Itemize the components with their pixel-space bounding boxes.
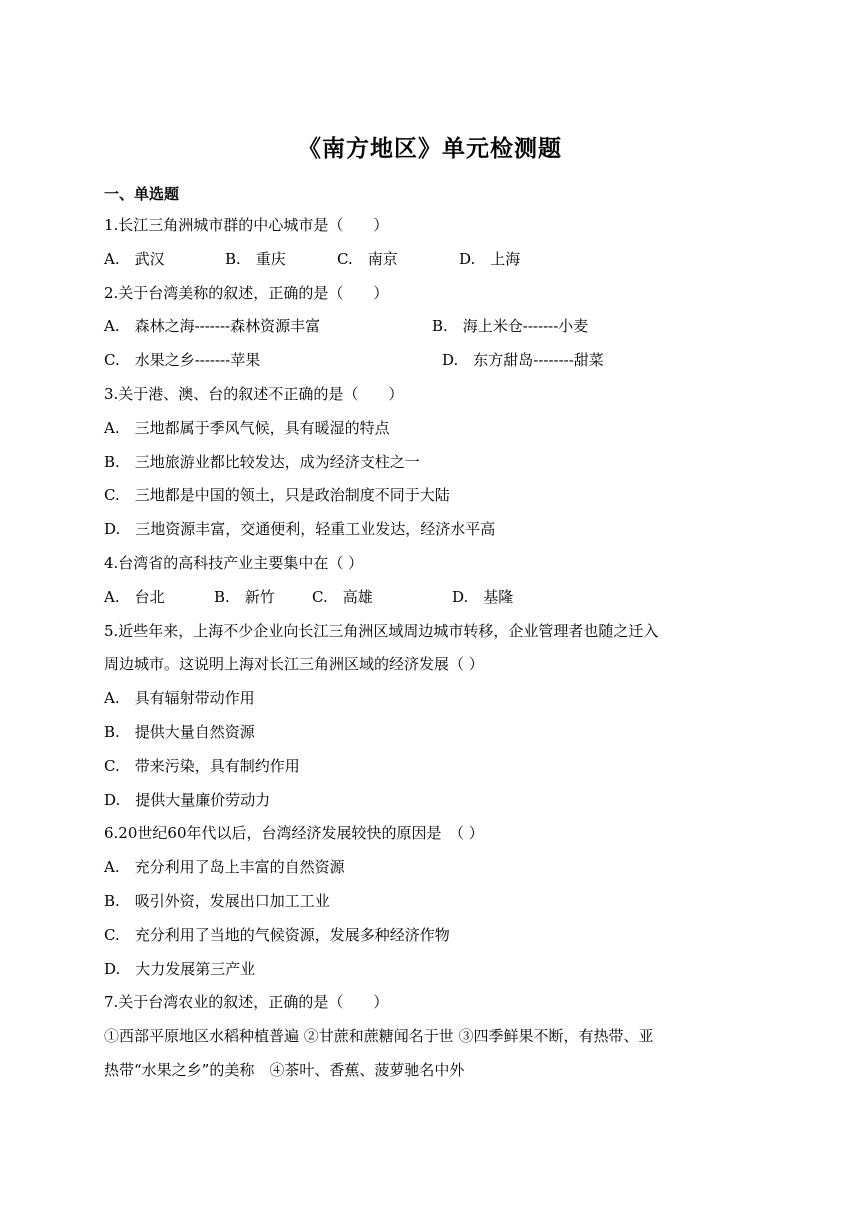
option-row	[104, 310, 764, 344]
question-stem: 6.20世纪60年代以后，台湾经济发展较快的原因是 （ ）	[104, 824, 484, 843]
statement-list: ①西部平原地区水稻种植普遍 ②甘蔗和蔗糖闻名于世 ③四季鲜果不断，有热带、亚	[104, 1027, 654, 1046]
statement-list-continued: 热带“水果之乡”的美称 ④茶叶、香蕉、菠萝驰名中外	[104, 1060, 465, 1079]
question-stem: 3.关于港、澳、台的叙述不正确的是（ ）	[104, 384, 404, 403]
question-stem: 4.台湾省的高科技产业主要集中在（ ）	[104, 553, 364, 572]
option-c: C. 带来污染，具有制约作用	[104, 756, 300, 775]
question-stem: 2.关于台湾美称的叙述，正确的是（ ）	[104, 283, 389, 302]
option-c: C. 三地都是中国的领土，只是政治制度不同于大陆	[104, 486, 450, 505]
section-heading: 一、单选题	[104, 185, 180, 203]
option-c: C. 南京	[337, 249, 398, 268]
question-6	[104, 817, 764, 986]
option-a: A. 武汉	[104, 249, 165, 268]
option-a: A. 充分利用了岛上丰富的自然资源	[104, 858, 345, 877]
question-4	[104, 547, 764, 615]
option-b: B. 海上米仓-------小麦	[432, 317, 589, 336]
option-a: A. 森林之海-------森林资源丰富	[104, 317, 321, 336]
option-row	[104, 344, 764, 378]
option-row	[104, 243, 764, 277]
question-7	[104, 986, 764, 1087]
option-c: C. 水果之乡-------苹果	[104, 351, 261, 370]
option-a: A. 三地都属于季风气候，具有暖湿的特点	[104, 418, 390, 437]
option-b: B. 新竹	[214, 587, 275, 606]
question-stem: 1.长江三角洲城市群的中心城市是（ ）	[104, 216, 389, 234]
option-d: D. 上海	[459, 249, 521, 268]
question-1	[104, 209, 764, 277]
question-5	[104, 615, 764, 818]
option-a: A. 具有辐射带动作用	[104, 689, 255, 708]
question-2	[104, 277, 764, 378]
question-stem: 7.关于台湾农业的叙述，正确的是（ ）	[104, 993, 389, 1012]
option-c: C. 高雄	[312, 587, 373, 606]
document-title: 《南方地区》单元检测题	[298, 136, 562, 162]
question-3	[104, 378, 764, 547]
option-b: B. 重庆	[225, 249, 286, 268]
option-b: B. 提供大量自然资源	[104, 722, 255, 741]
option-c: C. 充分利用了当地的气候资源，发展多种经济作物	[104, 925, 450, 944]
option-d: D. 基隆	[452, 587, 514, 606]
question-list	[104, 209, 764, 1088]
option-row	[104, 581, 764, 615]
option-d: D. 提供大量廉价劳动力	[104, 790, 271, 809]
option-a: A. 台北	[104, 587, 165, 606]
option-d: D. 大力发展第三产业	[104, 959, 256, 978]
question-stem-continued: 周边城市。这说明上海对长江三角洲区域的经济发展（ ）	[104, 655, 484, 674]
option-d: D. 三地资源丰富，交通便利，轻重工业发达，经济水平高	[104, 520, 496, 539]
question-stem: 5.近些年来，上海不少企业向长江三角洲区域周边城市转移，企业管理者也随之迁入	[104, 621, 659, 640]
option-b: B. 三地旅游业都比较发达，成为经济支柱之一	[104, 452, 420, 471]
option-b: B. 吸引外资，发展出口加工工业	[104, 891, 330, 910]
option-d: D. 东方甜岛--------甜菜	[442, 351, 604, 370]
